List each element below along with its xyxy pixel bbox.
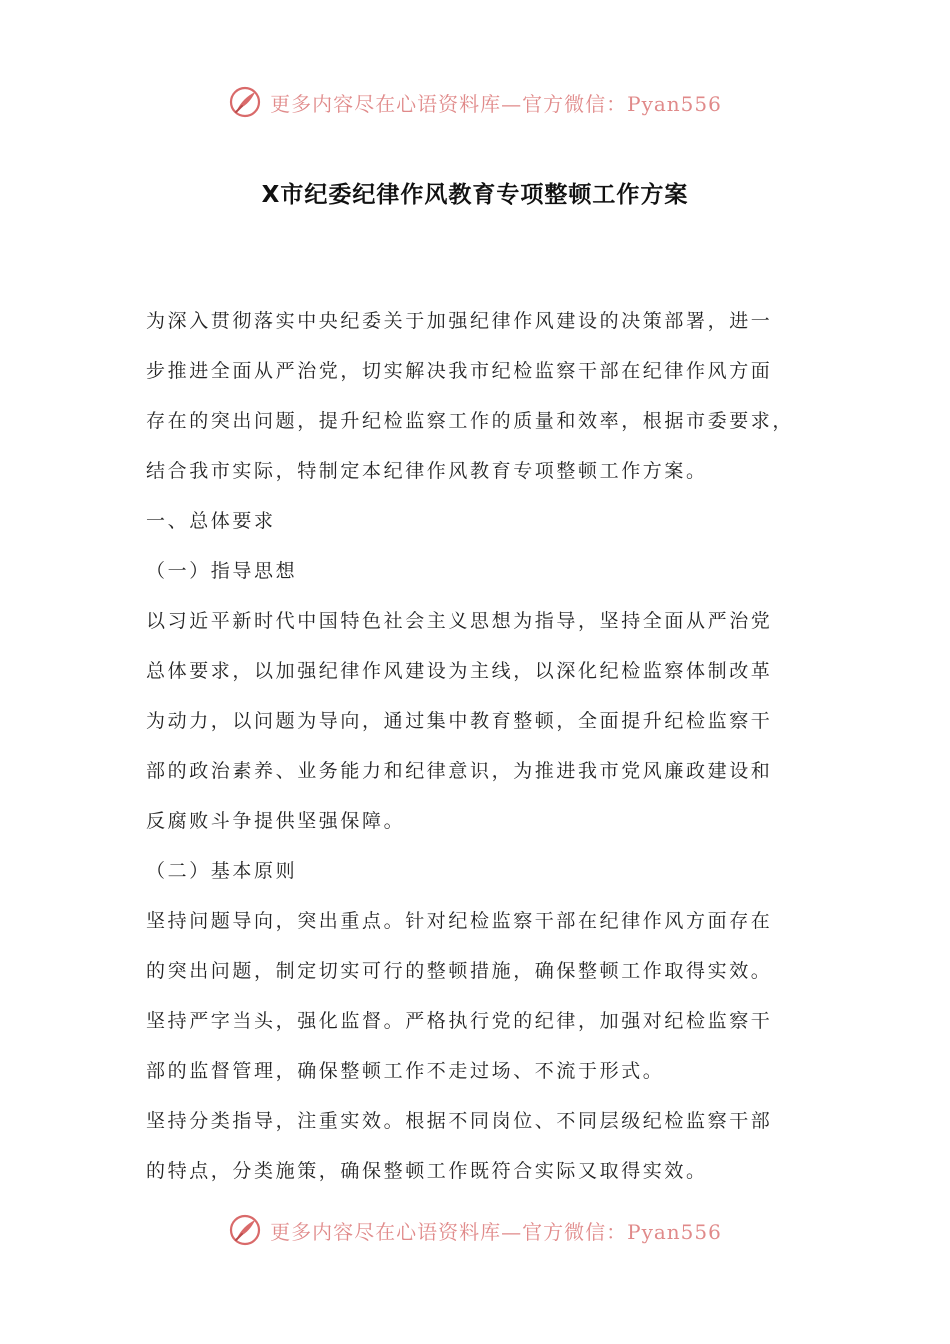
- body-line: 步推进全面从严治党，切实解决我市纪检监察干部在纪律作风方面: [146, 360, 773, 382]
- quill-pen-icon: [228, 85, 262, 119]
- body-line: 部的政治素养、业务能力和纪律意识，为推进我市党风廉政建设和: [146, 760, 773, 782]
- watermark-text: 更多内容尽在心语资料库—官方微信：Pyan556: [270, 1219, 722, 1244]
- body-line: 反腐败斗争提供坚强保障。: [146, 810, 406, 832]
- subsection-heading: （一）指导思想: [146, 560, 298, 582]
- body-line: 结合我市实际，特制定本纪律作风教育专项整顿工作方案。: [146, 460, 708, 482]
- watermark-footer: [0, 1208, 950, 1252]
- watermark-text: 更多内容尽在心语资料库—官方微信：Pyan556: [270, 91, 722, 116]
- body-line: 的特点，分类施策，确保整顿工作既符合实际又取得实效。: [146, 1160, 708, 1182]
- body-line: 存在的突出问题，提升纪检监察工作的质量和效率，根据市委要求，: [146, 410, 795, 432]
- body-line: 坚持问题导向，突出重点。针对纪检监察干部在纪律作风方面存在: [146, 910, 773, 932]
- body-line: 以习近平新时代中国特色社会主义思想为指导，坚持全面从严治党: [146, 610, 773, 632]
- section-heading: 一、总体要求: [146, 510, 276, 532]
- watermark-header: [0, 80, 950, 124]
- body-line: 为深入贯彻落实中央纪委关于加强纪律作风建设的决策部署，进一: [146, 310, 773, 332]
- body-line: 的突出问题，制定切实可行的整顿措施，确保整顿工作取得实效。: [146, 960, 773, 982]
- body-line: 总体要求，以加强纪律作风建设为主线，以深化纪检监察体制改革: [146, 660, 773, 682]
- document-body: [146, 296, 816, 1196]
- subsection-heading: （二）基本原则: [146, 860, 298, 882]
- body-line: 为动力，以问题为导向，通过集中教育整顿，全面提升纪检监察干: [146, 710, 773, 732]
- body-line: 部的监督管理，确保整顿工作不走过场、不流于形式。: [146, 1060, 665, 1082]
- document-title: X市纪委纪律作风教育专项整顿工作方案: [261, 182, 689, 208]
- body-line: 坚持严字当头，强化监督。严格执行党的纪律，加强对纪检监察干: [146, 1010, 773, 1032]
- body-line: 坚持分类指导，注重实效。根据不同岗位、不同层级纪检监察干部: [146, 1110, 773, 1132]
- quill-pen-icon: [228, 1213, 262, 1247]
